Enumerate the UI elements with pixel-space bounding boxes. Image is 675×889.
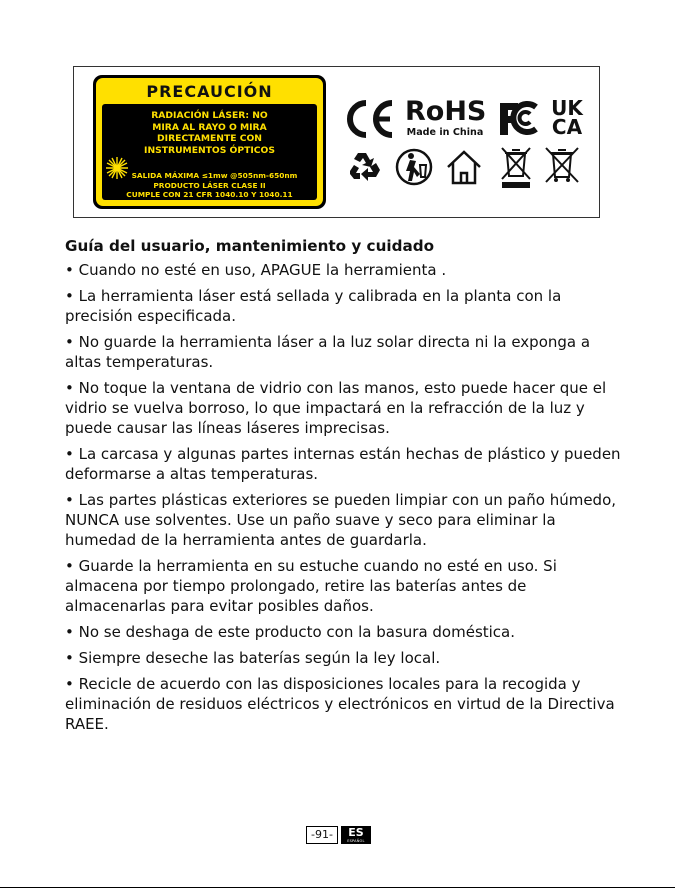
rohs-mark bbox=[405, 97, 491, 138]
tidyman-icon bbox=[394, 147, 434, 187]
guide-item: • Las partes plásticas exteriores se pueden limpiar con un paño húmedo, NUNCA use solventes. Use un paño suave y seco para eliminar la humedad de la herramienta antes de guardarla. bbox=[65, 491, 617, 549]
warning-title: PRECAUCIÓN bbox=[146, 82, 273, 101]
ukca-bottom: CA bbox=[551, 115, 583, 139]
warning-panel bbox=[102, 104, 317, 200]
warning-line: DIRECTAMENTE CON bbox=[157, 133, 262, 144]
spec-line: PRODUCTO LÁSER CLASE II bbox=[153, 180, 266, 190]
guide-item: • No guarde la herramienta láser a la luz solar directa ni la exponga a altas temperaturas. bbox=[65, 333, 591, 371]
guide-item: • Siempre deseche las baterías según la ley local. bbox=[65, 649, 441, 667]
spec-line: SALIDA MÁXIMA ≤1mw @505nm-650nm bbox=[131, 171, 298, 180]
guide-section bbox=[65, 236, 625, 740]
fcc-mark-icon bbox=[496, 99, 540, 137]
guide-item: • No se deshaga de este producto con la basura doméstica. bbox=[65, 623, 516, 641]
spec-line: CUMPLE CON 21 CFR 1040.10 Y 1040.11 bbox=[126, 190, 293, 200]
guide-item: • Cuando no esté en uso, APAGUE la herramienta . bbox=[65, 261, 447, 279]
warning-line: INSTRUMENTOS ÓPTICOS bbox=[144, 144, 275, 156]
ukca-mark bbox=[547, 96, 587, 139]
warning-line: RADIACIÓN LÁSER: NO bbox=[151, 110, 268, 121]
warning-specs bbox=[102, 171, 317, 200]
recycle-icon bbox=[346, 149, 384, 185]
language-name: ESPAÑOL bbox=[347, 839, 365, 843]
language-code: ES bbox=[348, 826, 364, 839]
rohs-text: RoHS bbox=[405, 96, 487, 127]
crossed-bin-icon bbox=[542, 145, 582, 185]
guide-item: • Guarde la herramienta en su estuche cuando no esté en uso. Si almacena por tiempo prolongado, retire las baterías antes de almacenarlas para evitar posibles daños. bbox=[65, 557, 557, 615]
house-icon bbox=[444, 147, 484, 187]
crossed-bin-bar-icon bbox=[498, 145, 534, 189]
warning-lines bbox=[102, 110, 317, 156]
bottom-rule bbox=[0, 887, 675, 888]
guide-item: • No toque la ventana de vidrio con las manos, esto puede hacer que el vidrio se vuelva borroso, lo que impactará en la refracción de la luz y puede causar las líneas láseres imprecisas. bbox=[65, 379, 607, 437]
ce-mark-icon bbox=[344, 99, 396, 139]
guide-item: • Recicle de acuerdo con las disposiciones locales para la recogida y eliminación de residuos eléctricos y electrónicos en virtud de la Directiva RAEE. bbox=[65, 675, 615, 733]
ukca-top: UK bbox=[551, 96, 583, 120]
guide-item: • La herramienta láser está sellada y calibrada en la planta con la precisión especificada. bbox=[65, 287, 562, 325]
warning-line: MIRA AL RAYO O MIRA bbox=[152, 121, 267, 133]
language-badge bbox=[341, 826, 371, 844]
guide-item: • La carcasa y algunas partes internas están hechas de plástico y pueden deformarse a altas temperaturas. bbox=[65, 445, 621, 483]
page-number: -91- bbox=[306, 826, 338, 844]
label-panel bbox=[73, 66, 600, 218]
page-footer bbox=[306, 826, 371, 844]
made-in-china-text: Made in China bbox=[406, 127, 484, 138]
laser-warning-label bbox=[93, 75, 326, 209]
guide-heading: Guía del usuario, mantenimiento y cuidado bbox=[65, 237, 435, 255]
